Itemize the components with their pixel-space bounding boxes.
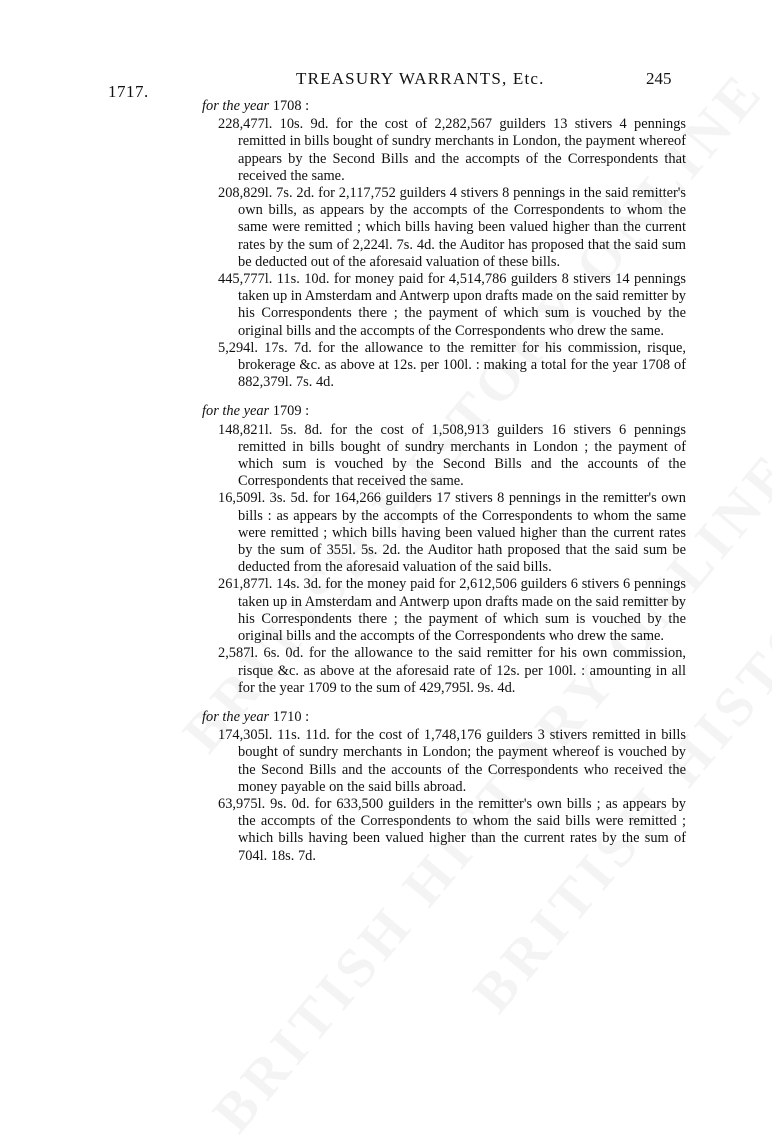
page-body	[202, 98, 686, 877]
section-heading-label: for the year	[202, 403, 270, 420]
section-heading	[202, 98, 686, 115]
section-heading-year: 1708 :	[272, 98, 310, 114]
payment-entry: 174,305l. 11s. 11d. for the cost of 1,748,176 guilders 3 stivers remitted in bills bought of sundry merchants in London; the payment whereof is vouched by the Second Bills and the accounts of the Correspondents who received the money payable on the said bills abroad.	[218, 727, 686, 795]
year-section-1709	[202, 403, 686, 696]
section-heading-year: 1709 :	[272, 403, 310, 420]
section-heading	[202, 403, 686, 420]
year-section-1710	[202, 709, 686, 865]
payment-entry: 208,829l. 7s. 2d. for 2,117,752 guilders 4 stivers 8 pennings in the said remitter's own bills, as appears by the accompts of the Correspondents to whom the same were remitted ; which bills having been valued higher than the current rates by the sum of 2,224l. 7s. 4d. the Auditor has proposed that the said sum be deducted out of the aforesaid valuation of these bills.	[218, 185, 686, 270]
payment-entry: 228,477l. 10s. 9d. for the cost of 2,282,567 guilders 13 stivers 4 pennings remitted in bills bought of sundry merchants in London, the payment whereof appears by the Second Bills and the accompts of the Correspondents that received the same.	[218, 116, 686, 184]
section-heading	[202, 709, 686, 726]
section-heading-label: for the year	[202, 98, 270, 114]
payment-entry: 5,294l. 17s. 7d. for the allowance to the remitter for his commission, risque, brokerage &c. as above at 12s. per 100l. : making a total for the year 1708 of 882,379l. 7s. 4d.	[218, 339, 686, 391]
running-head: TREASURY WARRANTS, Etc.	[296, 69, 545, 88]
payment-entry: 261,877l. 14s. 3d. for the money paid for 2,612,506 guilders 6 stivers 6 pennings taken up in Amsterdam and Antwerp upon drafts made on the said remitter by his Correspondents there ; the payment of which sum is vouched by the original bills and the accompts of the Correspondents who drew the same.	[218, 576, 686, 645]
payment-entry: 16,509l. 3s. 5d. for 164,266 guilders 17 stivers 8 pennings in the remitter's own bills : as appears by the accompts of the Correspondents to whom the same were remitted ; which bills having been valued higher than the current rates by the sum of 355l. 5s. 2d. the Auditor hath proposed that the said sum be deducted from the aforesaid valuation of the said bills.	[218, 490, 686, 576]
margin-year: 1717.	[108, 82, 149, 101]
section-heading-year: 1710 :	[272, 708, 310, 725]
year-section-1708	[202, 98, 686, 391]
payment-entry: 63,975l. 9s. 0d. for 633,500 guilders in the remitter's own bills ; as appears by the accompts of the Correspondents to whom the said bills were remitted ; which bills having been valued higher than the current rates by the sum of 704l. 18s. 7d.	[218, 795, 686, 864]
payment-entry: 148,821l. 5s. 8d. for the cost of 1,508,913 guilders 16 stivers 6 pennings remitted in bills bought of sundry merchants in London ; the payment of which sum is vouched by the Second Bills and the accounts of the Correspondents that received the same.	[218, 421, 686, 490]
payment-entry: 2,587l. 6s. 0d. for the allowance to the said remitter for his own commission, risque &c. as above at the aforesaid rate of 12s. per 100l. : amounting in all for the year 1709 to the sum of 429,795l. 9s. 4d.	[218, 645, 686, 696]
section-heading-label: for the year	[202, 708, 270, 725]
payment-entry: 445,777l. 11s. 10d. for money paid for 4,514,786 guilders 8 stivers 14 pennings taken up in Amsterdam and Antwerp upon drafts made on the said remitter by his Correspondents there ; the payment of which sum is vouched by the original bills and the accompts of the Correspondents who drew the same.	[218, 271, 686, 339]
page-number: 245	[646, 69, 672, 88]
